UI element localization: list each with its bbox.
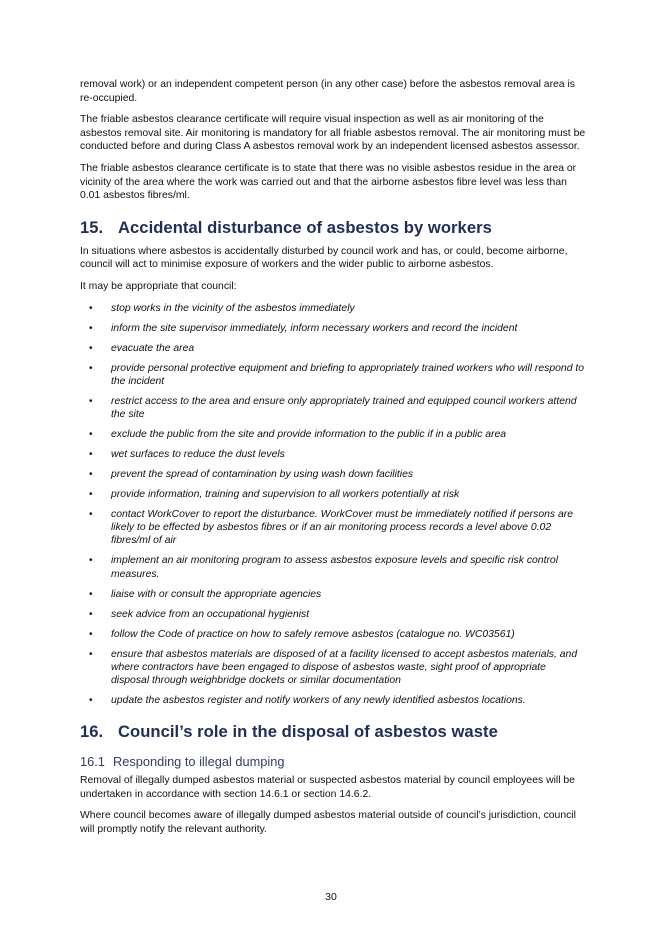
bullet-icon: • — [89, 628, 93, 640]
section-15-title: Accidental disturbance of asbestos by workers — [118, 217, 492, 237]
section-15-heading — [80, 218, 586, 238]
list-item — [80, 554, 586, 580]
list-item — [80, 428, 586, 441]
list-item-text: follow the Code of practice on how to safely remove asbestos (catalogue no. WC03561) — [111, 628, 515, 640]
subsection-16-1-number: 16.1 — [80, 754, 105, 770]
bullet-icon: • — [89, 555, 93, 567]
list-item-text: liaise with or consult the appropriate agencies — [111, 588, 322, 600]
list-item-text: inform the site supervisor immediately, inform necessary workers and record the incident — [111, 322, 518, 334]
section-16-heading — [80, 722, 586, 742]
list-item — [80, 468, 586, 481]
list-item-text: contact WorkCover to report the disturbance. WorkCover must be immediately notified if persons are likely to be effected by asbestos fibres or if an air monitoring process records a level above 0.02 fibres/ml of air — [111, 508, 573, 547]
list-item-text: ensure that asbestos materials are disposed of at a facility licensed to accept asbestos materials, and where contractors have been engaged to dispose of asbestos waste, sight proof of appropriate disposal through weighbridge dockets or similar documentation — [111, 648, 578, 686]
section-16-title: Council’s role in the disposal of asbestos waste — [118, 722, 498, 742]
bullet-icon: • — [89, 588, 93, 600]
section-15-bullet-list — [80, 302, 586, 708]
list-item — [80, 694, 586, 707]
list-item-text: provide information, training and supervision to all workers potentially at risk — [111, 488, 460, 500]
section-16-number: 16. — [80, 722, 104, 742]
list-item-text: restrict access to the area and ensure only appropriately trained and equipped council workers attend the site — [111, 395, 577, 420]
list-item — [80, 302, 586, 315]
section-16-paragraph-2: Where council becomes aware of illegally dumped asbestos material outside of council’s jurisdiction, council will promptly notify the relevant authority. — [80, 810, 576, 835]
list-item-text: stop works in the vicinity of the asbestos immediately — [111, 302, 355, 314]
list-item-text: exclude the public from the site and provide information to the public if in a public area — [111, 428, 507, 440]
list-item — [80, 588, 586, 601]
section-15-paragraph-2: It may be appropriate that council: — [80, 280, 237, 292]
list-item — [80, 648, 586, 688]
subsection-16-1-title: Responding to illegal dumping — [113, 754, 285, 770]
bullet-icon: • — [89, 342, 93, 354]
list-item — [80, 508, 586, 548]
bullet-icon: • — [89, 648, 93, 660]
list-item — [80, 628, 586, 641]
bullet-icon: • — [89, 302, 93, 314]
section-15-paragraph-1: In situations where asbestos is accidentally disturbed by council work and has, or could, become airborne, council will act to minimise exposure of workers and the wider public to airborne asbestos. — [80, 245, 568, 271]
list-item-text: provide personal protective equipment and briefing to appropriately trained workers who will respond to the incident — [111, 362, 585, 387]
bullet-icon: • — [89, 362, 93, 374]
list-item-text: update the asbestos register and notify workers of any newly identified asbestos locations. — [111, 694, 526, 706]
bullet-icon: • — [89, 694, 93, 706]
list-item — [80, 342, 586, 355]
bullet-icon: • — [89, 428, 93, 440]
list-item-text: evacuate the area — [111, 342, 195, 354]
intro-paragraph-2: The friable asbestos clearance certificate will require visual inspection as well as air monitoring of the asbestos removal site. Air monitoring is mandatory for all friable asbestos removal. The air monitoring must be conducted before and during Class A asbestos removal work by an independent licensed asbestos assessor. — [80, 114, 586, 153]
bullet-icon: • — [89, 488, 93, 500]
bullet-icon: • — [89, 448, 93, 460]
bullet-icon: • — [89, 608, 93, 620]
section-15-number: 15. — [80, 217, 104, 237]
list-item — [80, 395, 586, 421]
intro-paragraph-3: The friable asbestos clearance certificate is to state that there was no visible asbestos residue in the area or vicinity of the area where the work was carried out and that the airborne asbestos fibre level was less than 0.01 asbestos fibres/ml. — [80, 162, 577, 202]
list-item — [80, 448, 586, 461]
subsection-16-1-heading — [80, 754, 586, 769]
list-item-text: implement an air monitoring program to assess asbestos exposure levels and specific risk control measures. — [111, 555, 559, 580]
list-item-text: prevent the spread of contamination by using wash down facilities — [111, 468, 414, 480]
list-item — [80, 608, 586, 621]
page-number: 30 — [325, 891, 337, 903]
bullet-icon: • — [89, 468, 93, 480]
page-body — [80, 78, 586, 845]
list-item — [80, 322, 586, 335]
bullet-icon: • — [89, 508, 93, 520]
intro-paragraph-1: removal work) or an independent competent person (in any other case) before the asbestos removal area is re-occupied. — [80, 79, 575, 104]
bullet-icon: • — [89, 395, 93, 407]
list-item — [80, 362, 586, 388]
section-16-paragraph-1: Removal of illegally dumped asbestos material or suspected asbestos material by council employees will be undertaken in accordance with section 14.6.1 or section 14.6.2. — [80, 775, 575, 800]
list-item — [80, 488, 586, 501]
list-item-text: seek advice from an occupational hygienist — [111, 608, 310, 620]
list-item-text: wet surfaces to reduce the dust levels — [111, 448, 285, 460]
bullet-icon: • — [89, 322, 93, 334]
